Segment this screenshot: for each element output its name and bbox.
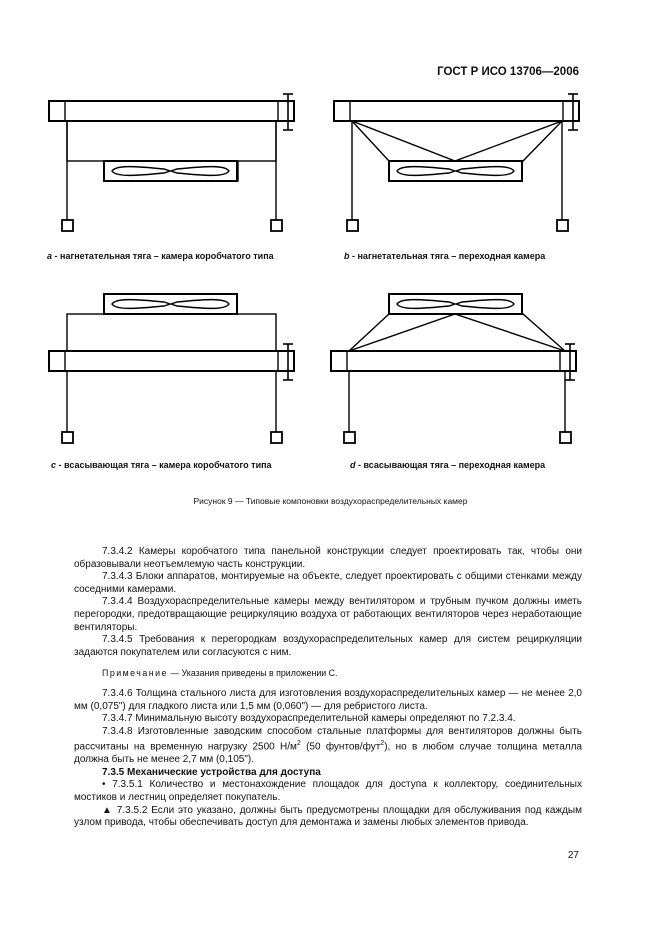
paragraph-7-3-4-6: 7.3.4.6 Толщина стального листа для изготовления воздухораспределительных камер — не менее 2,0 мм (0,075") для гладкого листа или 1,5 мм (0,060") — для ребристого листа. bbox=[74, 687, 582, 712]
diagram-a bbox=[49, 94, 294, 231]
paragraph-7-3-4-3: 7.3.4.3 Блоки аппаратов, монтируемые на объекте, следует проектировать с общими стенками между соседними камерами. bbox=[74, 571, 582, 595]
caption-c: c - всасывающая тяга – камера коробчатого типа bbox=[51, 460, 272, 470]
paragraph-7-3-4-8: 7.3.4.8 Изготовленные заводским способом стальные платформы для вентиляторов должны быть рассчитаны на временную нагрузку 2500 $Н/м^2$ (50 фунтов/фут$^2$), но в любом случае толщина металла должна быть не менее 2,7 мм (0,105"). bbox=[74, 725, 583, 766]
paragraph-7-3-5-1: • 7.3.5.1 Количество и местонахождение площадок для доступа к коллектору, соединительных мостиков и лестниц определяет покупатель. bbox=[74, 779, 582, 804]
document-header: ГОСТ Р ИСО 13706—2006 bbox=[437, 66, 579, 78]
diagram-b bbox=[334, 94, 579, 231]
note bbox=[74, 667, 582, 680]
caption-d: d - всасывающая тяга – переходная камера bbox=[350, 460, 546, 470]
caption-b: b - нагнетательная тяга – переходная камера bbox=[344, 251, 546, 261]
paragraph-7-3-4-5: 7.3.4.5 Требования к перегородкам воздухораспределительных камер для систем рециркуляции задаются покупателем или согласуются с ним. bbox=[74, 634, 582, 658]
paragraph-7-3-5-2: ▲ 7.3.5.2 Если это указано, должны быть предусмотрены площадки для обслуживания под каждым узлом привода, чтобы обеспечивать доступ для демонтажа и замены любых элементов привода. bbox=[74, 804, 582, 829]
paragraph-7-3-4-2: 7.3.4.2 Камеры коробчатого типа панельной конструкции следует проектировать так, чтобы они образовывали неотъемлемую часть конструкции. bbox=[74, 546, 582, 570]
note-label: Примечание bbox=[102, 668, 168, 679]
paragraph-7-3-4-7: 7.3.4.7 Минимальную высоту воздухораспределительной камеры определяют по 7.2.3.4. bbox=[102, 713, 516, 725]
figure-title: Рисунок 9 — Типовые компоновки воздухораспределительных камер bbox=[193, 496, 468, 506]
diagram-c bbox=[49, 294, 294, 443]
page-number: 27 bbox=[567, 850, 579, 861]
section-heading-7-3-5: 7.3.5 Механические устройства для доступа bbox=[102, 766, 321, 778]
caption-a: a - нагнетательная тяга – камера коробчатого типа bbox=[47, 251, 274, 261]
paragraph-7-3-4-4: 7.3.4.4 Воздухораспределительные камеры между вентилятором и трубным пучком должны иметь перегородки, предотвращающие рециркуляцию воздуха от работающих вентиляторов через неработающие вентиляторы. bbox=[74, 596, 582, 633]
note-text: — Указания приведены в приложении С. bbox=[167, 668, 338, 679]
body-text bbox=[74, 546, 582, 830]
diagram-d bbox=[331, 294, 576, 443]
